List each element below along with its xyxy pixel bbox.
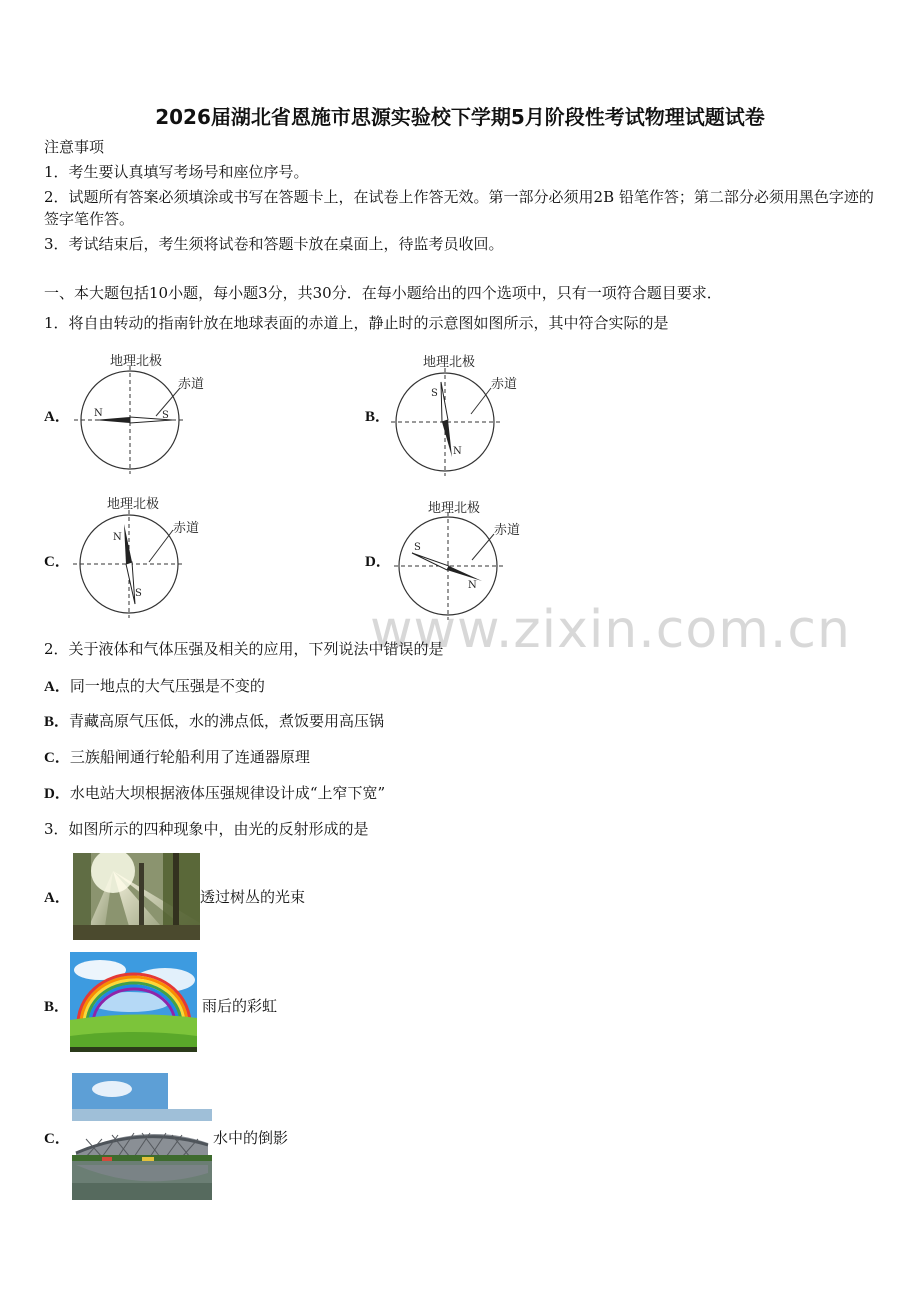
option-text: 青藏高原气压低，水的沸点低，煮饭要用高压锅 <box>69 712 385 730</box>
needle-north-label: N <box>468 580 477 591</box>
water-reflection-image <box>72 1073 212 1200</box>
option-letter: A． <box>44 679 70 695</box>
q2-option-c[interactable] <box>44 746 310 769</box>
equator-label: 赤道 <box>173 521 200 536</box>
notice-item-1: 1．考生要认真填写考场号和座位序号。 <box>44 163 309 181</box>
pole-label: 地理北极 <box>110 354 163 369</box>
q1-option-c-diagram <box>77 494 227 624</box>
equator-label: 赤道 <box>491 377 518 392</box>
question-3-stem: 3．如图所示的四种现象中，由光的反射形成的是 <box>44 820 369 838</box>
section-heading: 一、本大题包括10小题，每小题3分，共30分．在每小题给出的四个选项中，只有一项符合题目要求． <box>44 284 722 302</box>
q1-option-a-diagram <box>78 350 228 480</box>
pole-label: 地理北极 <box>423 355 476 370</box>
pole-label: 地理北极 <box>428 501 481 516</box>
equator-label: 赤道 <box>494 523 521 538</box>
q2-option-d[interactable] <box>44 782 385 805</box>
page-title: 2026届湖北省恩施市思源实验校下学期5月阶段性考试物理试题试卷 <box>155 105 765 129</box>
option-text: 水电站大坝根据液体压强规律设计成“上窄下宽” <box>69 784 386 802</box>
needle-north-label: N <box>113 532 122 543</box>
rainbow-image <box>70 952 197 1052</box>
notice-heading: 注意事项 <box>44 138 105 156</box>
option-letter: C． <box>44 750 70 766</box>
needle-south-label: S <box>135 588 142 599</box>
equator-label: 赤道 <box>178 377 205 392</box>
q3-option-c-label[interactable]: C． <box>44 1131 70 1147</box>
q1-option-b-diagram <box>395 352 545 482</box>
needle-north-label: N <box>94 408 103 419</box>
needle-south-label: S <box>162 410 169 421</box>
question-1-stem: 1．将自由转动的指南针放在地球表面的赤道上，静止时的示意图如图所示，其中符合实际的是 <box>44 314 669 332</box>
q3-option-a-text: 透过树丛的光束 <box>200 888 306 906</box>
q1-option-d-label[interactable]: D． <box>365 554 391 570</box>
q1-option-b-label[interactable]: B． <box>365 409 391 425</box>
compass-diagram <box>395 352 545 482</box>
question-2-stem: 2．关于液体和气体压强及相关的应用，下列说法中错误的是 <box>44 640 444 658</box>
q2-option-b[interactable] <box>44 710 384 733</box>
option-letter: D． <box>44 786 70 802</box>
option-text: 三族船闸通行轮船利用了连通器原理 <box>69 748 310 766</box>
q3-option-b-text: 雨后的彩虹 <box>202 997 278 1015</box>
forest-light-beams-image <box>73 853 200 940</box>
q3-option-a-label[interactable]: A． <box>44 890 70 906</box>
q1-option-c-label[interactable]: C． <box>44 554 70 570</box>
option-letter: B． <box>44 714 70 730</box>
pole-label: 地理北极 <box>107 497 160 512</box>
notice-item-2: 2．试题所有答案必须填涂或书写在答题卡上，在试卷上作答无效。第一部分必须用2B 铅笔作答；第二部分必须用黑色字迹的签字笔作答。 <box>44 188 874 228</box>
notice-item-3: 3．考试结束后，考生须将试卷和答题卡放在桌面上，待监考员收回。 <box>44 235 504 253</box>
needle-south-label: S <box>414 542 421 553</box>
option-text: 同一地点的大气压强是不变的 <box>69 677 265 695</box>
q3-option-c-text: 水中的倒影 <box>213 1129 289 1147</box>
q2-option-a[interactable] <box>44 675 265 698</box>
compass-diagram <box>78 350 228 480</box>
q3-option-b-label[interactable]: B． <box>44 999 70 1015</box>
watermark: www.zixin.com.cn <box>370 600 851 660</box>
needle-north-label: N <box>453 446 462 457</box>
compass-diagram <box>77 494 227 624</box>
needle-south-label: S <box>431 388 438 399</box>
q1-option-a-label[interactable]: A． <box>44 409 70 425</box>
